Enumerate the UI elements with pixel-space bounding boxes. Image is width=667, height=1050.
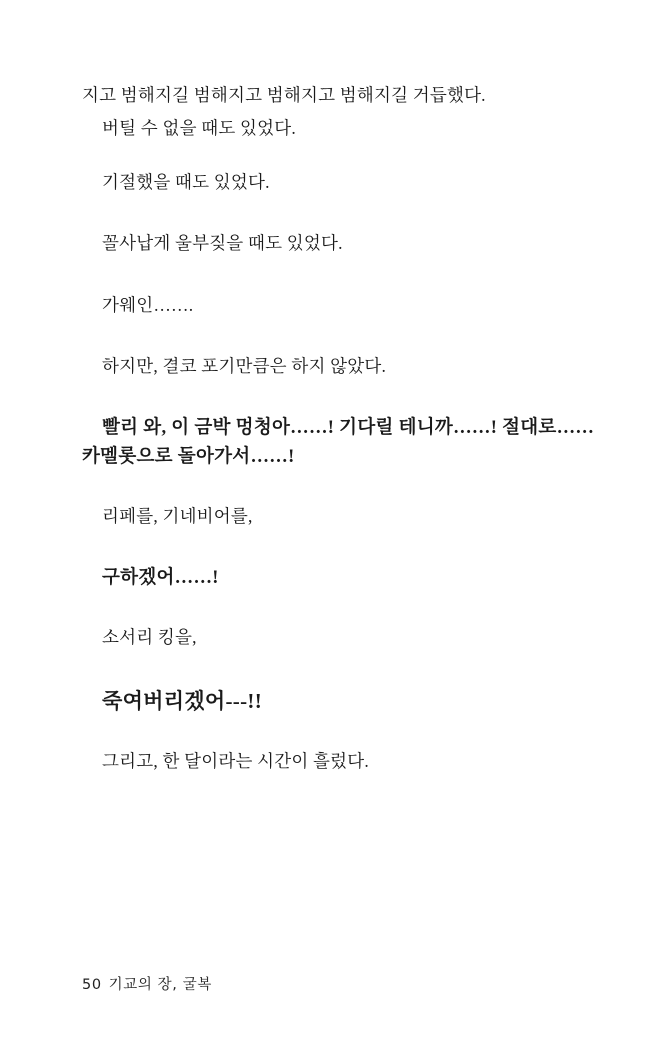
paragraph-12: 그리고, 한 달이라는 시간이 흘렀다. <box>102 751 369 772</box>
page-number: 50 <box>82 977 102 993</box>
paragraph-4: 꼴사납게 울부짖을 때도 있었다. <box>102 233 343 254</box>
paragraph-11-shout: 죽여버리겠어---!! <box>102 688 262 713</box>
paragraph-3: 기절했을 때도 있었다. <box>102 172 270 193</box>
paragraph-7-shout: 빨리 와, 이 금박 멍청아……! 기다릴 테니까……! 절대로…… 카멜롯으로 돌아가서……! <box>82 417 595 468</box>
paragraph-2: 버틸 수 없을 때도 있었다. <box>102 118 296 139</box>
paragraph-10: 소서리 킹을, <box>102 626 197 647</box>
paragraph-5: 가웨인……. <box>102 294 194 315</box>
paragraph-9-shout: 구하겠어……! <box>102 568 219 589</box>
chapter-title: 기교의 장, 굴복 <box>108 977 212 993</box>
paragraph-1: 지고 범해지길 범해지고 범해지고 범해지길 거듭했다. <box>82 85 486 105</box>
page-body <box>82 82 595 776</box>
paragraph-8: 리페를, 기네비어를, <box>102 505 253 526</box>
page-footer <box>82 973 212 994</box>
paragraph-6: 하지만, 결코 포기만큼은 하지 않았다. <box>102 355 387 376</box>
